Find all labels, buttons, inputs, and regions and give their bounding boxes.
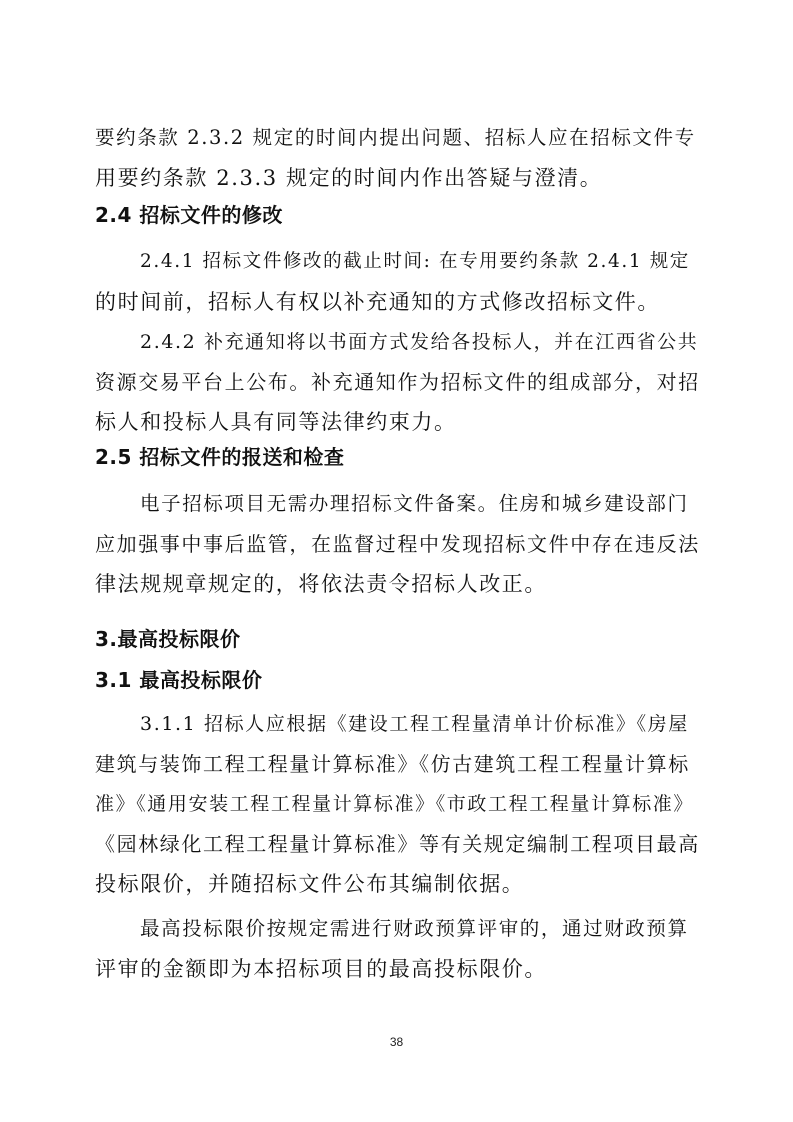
paragraph-line: 评审的金额即为本招标项目的最高投标限价。: [95, 957, 547, 981]
section-heading: 3.1 最高投标限价: [95, 668, 263, 692]
paragraph-line: 3.1.1 招标人应根据《建设工程工程量清单计价标准》《房屋: [140, 713, 689, 735]
paragraph-line: 建筑与装饰工程工程量计算标准》《仿古建筑工程工程量计算标: [95, 752, 690, 776]
paragraph-line: 准》《通用安装工程工程量计算标准》《市政工程工程量计算标准》: [95, 793, 695, 815]
paragraph-line: 2.4.2 补充通知将以书面方式发给各投标人，并在江西省公共: [140, 331, 699, 353]
section-heading: 2.4 招标文件的修改: [95, 203, 283, 227]
section-heading: 3.最高投标限价: [95, 627, 241, 651]
paragraph-line: 最高投标限价按规定需进行财政预算评审的，通过财政预算: [140, 917, 689, 940]
page-number: 38: [389, 1035, 404, 1049]
paragraph-line: 应加强事中事后监管，在监督过程中发现招标文件中存在违反法: [95, 532, 700, 556]
paragraph-line: 用要约条款 2.3.3 规定的时间内作出答疑与澄清。: [95, 166, 603, 190]
paragraph-line: 资源交易平台上公布。补充通知作为招标文件的组成部分，对招: [95, 370, 700, 394]
paragraph-line: 律法规规章规定的，将依法责令招标人改正。: [95, 572, 547, 596]
paragraph-line: 投标限价，并随招标文件公布其编制依据。: [95, 872, 525, 896]
paragraph-line: 标人和投标人具有同等法律约束力。: [95, 410, 457, 434]
paragraph-line: 《园林绿化工程工程量计算标准》等有关规定编制工程项目最高: [95, 832, 700, 856]
section-heading: 2.5 招标文件的报送和检查: [95, 445, 345, 469]
paragraph-line: 要约条款 2.3.2 规定的时间内提出问题、招标人应在招标文件专: [95, 126, 696, 149]
paragraph-line: 的时间前，招标人有权以补充通知的方式修改招标文件。: [95, 290, 660, 314]
paragraph-line: 电子招标项目无需办理招标文件备案。住房和城乡建设部门: [140, 492, 689, 515]
paragraph-line: 2.4.1 招标文件修改的截止时间: 在专用要约条款 2.4.1 规定: [140, 251, 690, 272]
